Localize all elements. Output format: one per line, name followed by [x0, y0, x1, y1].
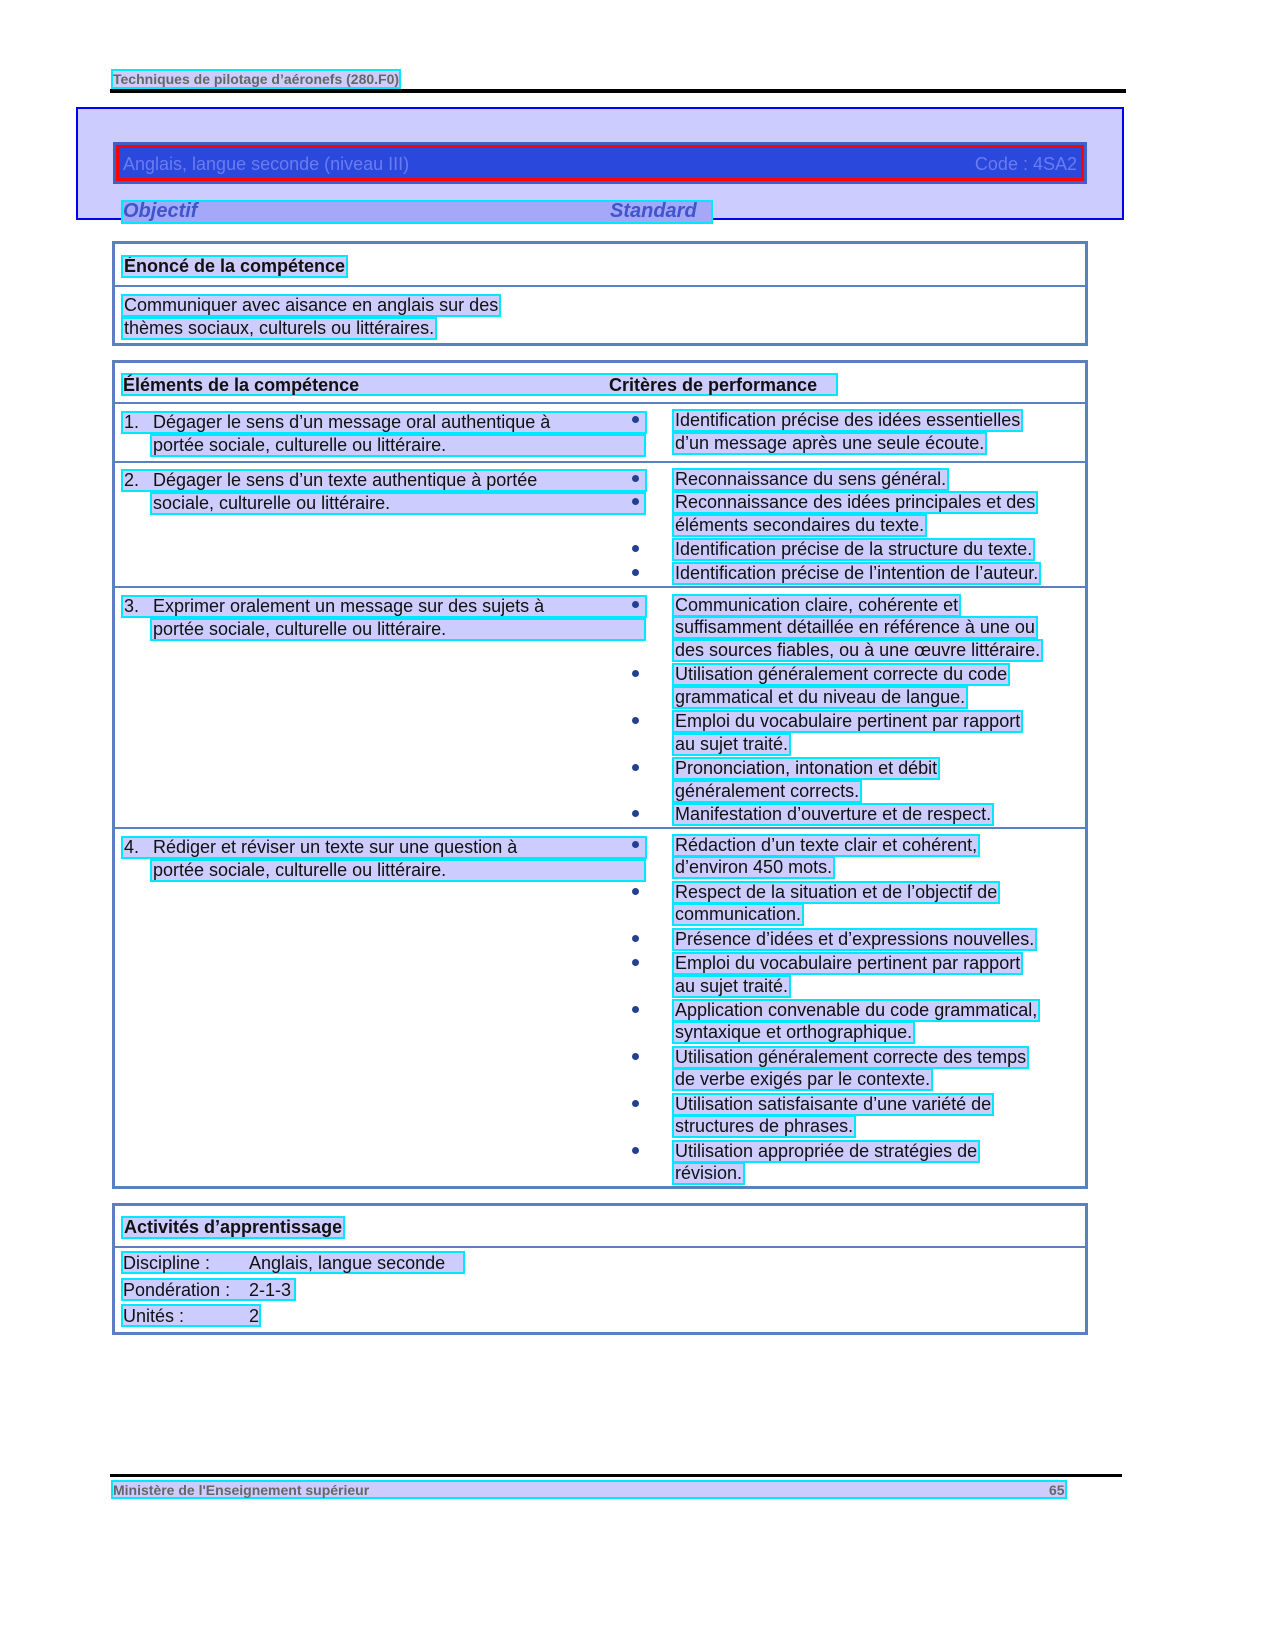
bullet-icon [632, 717, 639, 724]
criterion-text: au sujet traité. [675, 976, 789, 996]
bullet-icon [632, 416, 639, 423]
criterion-text: Utilisation généralement correcte du code [675, 664, 1008, 684]
criterion-text: communication. [675, 904, 802, 924]
bullet-icon [632, 475, 639, 482]
criterion-text: Respect de la situation et de l’objectif de [675, 882, 998, 902]
criteria-column-header: Critères de performance [609, 375, 818, 395]
field-label: Unités : [123, 1306, 185, 1326]
criterion-text: Rédaction d’un texte clair et cohérent, [675, 835, 978, 855]
field-value: Anglais, langue seconde [249, 1253, 446, 1273]
criterion-text: grammatical et du niveau de langue. [675, 687, 966, 707]
standard-label: Standard [610, 200, 697, 222]
criterion-text: Présence d’idées et d’expressions nouvelles. [675, 929, 1035, 949]
bullet-icon [632, 935, 639, 942]
objective-label: Objectif [123, 200, 198, 222]
field-value: 2-1-3 [249, 1279, 292, 1300]
criterion-text: généralement corrects. [675, 781, 860, 801]
element-text: Dégager le sens d’un message oral authentique à [153, 412, 551, 432]
criterion-text: au sujet traité. [675, 734, 789, 754]
bullet-icon [632, 841, 639, 848]
element-text: sociale, culturelle ou littéraire. [152, 494, 644, 513]
element-text: portée sociale, culturelle ou littéraire. [152, 436, 644, 455]
element-number: 3. [123, 597, 645, 616]
criterion-text: révision. [675, 1163, 743, 1183]
criterion-text: de verbe exigés par le contexte. [675, 1069, 931, 1089]
competence-heading: Énoncé de la compétence [124, 256, 346, 276]
bullet-icon [632, 1100, 639, 1107]
criterion-text: Emploi du vocabulaire pertinent par rapport [675, 711, 1021, 731]
criterion-text: d’un message après une seule écoute. [675, 433, 985, 453]
criterion-text: des sources fiables, ou à une œuvre littéraire. [675, 640, 1041, 660]
criterion-text: Emploi du vocabulaire pertinent par rapport [675, 953, 1021, 973]
bullet-icon [632, 764, 639, 771]
divider [113, 1246, 1087, 1248]
footer-rule [110, 1474, 1122, 1477]
criterion-text: Identification précise des idées essentielles [675, 410, 1021, 430]
course-code: Code : 4SA2 [974, 154, 1077, 174]
element-text: Exprimer oralement un message sur des sujets à [153, 596, 545, 616]
criterion-text: syntaxique et orthographique. [675, 1022, 913, 1042]
criterion-text: Reconnaissance du sens général. [675, 469, 947, 489]
page-number: 65 [1049, 1482, 1065, 1498]
criterion-text: Application convenable du code grammatical, [675, 1000, 1038, 1020]
bullet-icon [632, 601, 639, 608]
divider [113, 402, 1087, 404]
bullet-icon [632, 498, 639, 505]
criterion-text: Communication claire, cohérente et [675, 595, 959, 615]
element-text: portée sociale, culturelle ou littéraire. [152, 861, 644, 880]
running-title: Techniques de pilotage d’aéronefs (280.F0) [113, 71, 400, 87]
element-number: 1. [123, 413, 645, 432]
criterion-text: éléments secondaires du texte. [675, 515, 925, 535]
elements-column-header: Éléments de la compétence [123, 375, 360, 395]
bullet-icon [632, 545, 639, 552]
element-text: portée sociale, culturelle ou littéraire. [152, 620, 644, 639]
bullet-icon [632, 810, 639, 817]
element-text: Rédiger et réviser un texte sur une question à [153, 837, 518, 857]
criterion-text: Manifestation d’ouverture et de respect. [675, 804, 992, 824]
criterion-text: Prononciation, intonation et débit [675, 758, 938, 778]
row-divider [113, 586, 1087, 588]
bullet-icon [632, 888, 639, 895]
element-number: 4. [123, 838, 645, 857]
competence-line: Communiquer avec aisance en anglais sur des [124, 295, 499, 315]
competence-line: thèmes sociaux, culturels ou littéraires. [124, 318, 435, 338]
criterion-text: Utilisation satisfaisante d’une variété de [675, 1094, 992, 1114]
header-rule [110, 89, 1126, 93]
criterion-text: Reconnaissance des idées principales et des [675, 492, 1036, 512]
bullet-icon [632, 1053, 639, 1060]
bullet-icon [632, 569, 639, 576]
element-number: 2. [123, 471, 645, 490]
criterion-text: Utilisation généralement correcte des temps [675, 1047, 1027, 1067]
activities-heading: Activités d’apprentissage [124, 1217, 343, 1237]
row-divider [113, 461, 1087, 463]
element-text: Dégager le sens d’un texte authentique à portée [153, 470, 538, 490]
footer-ministry: Ministère de l'Enseignement supérieur [113, 1482, 370, 1498]
criterion-text: Identification précise de la structure du texte. [675, 539, 1033, 559]
criterion-text: Utilisation appropriée de stratégies de [675, 1141, 978, 1161]
divider [113, 285, 1087, 287]
field-label: Pondération : [123, 1279, 231, 1300]
criterion-text: suffisamment détaillée en référence à une ou [675, 617, 1035, 637]
row-divider [113, 827, 1087, 829]
field-label: Discipline : [123, 1253, 211, 1273]
course-title: Anglais, langue seconde (niveau III) [123, 154, 410, 174]
bullet-icon [632, 959, 639, 966]
title-bar [113, 142, 1087, 184]
bullet-icon [632, 1147, 639, 1154]
bullet-icon [632, 670, 639, 677]
field-value: 2 [249, 1306, 260, 1326]
criterion-text: structures de phrases. [675, 1116, 854, 1136]
criterion-text: d’environ 450 mots. [675, 857, 833, 877]
bullet-icon [632, 1006, 639, 1013]
criterion-text: Identification précise de l’intention de l’auteur. [675, 563, 1039, 583]
